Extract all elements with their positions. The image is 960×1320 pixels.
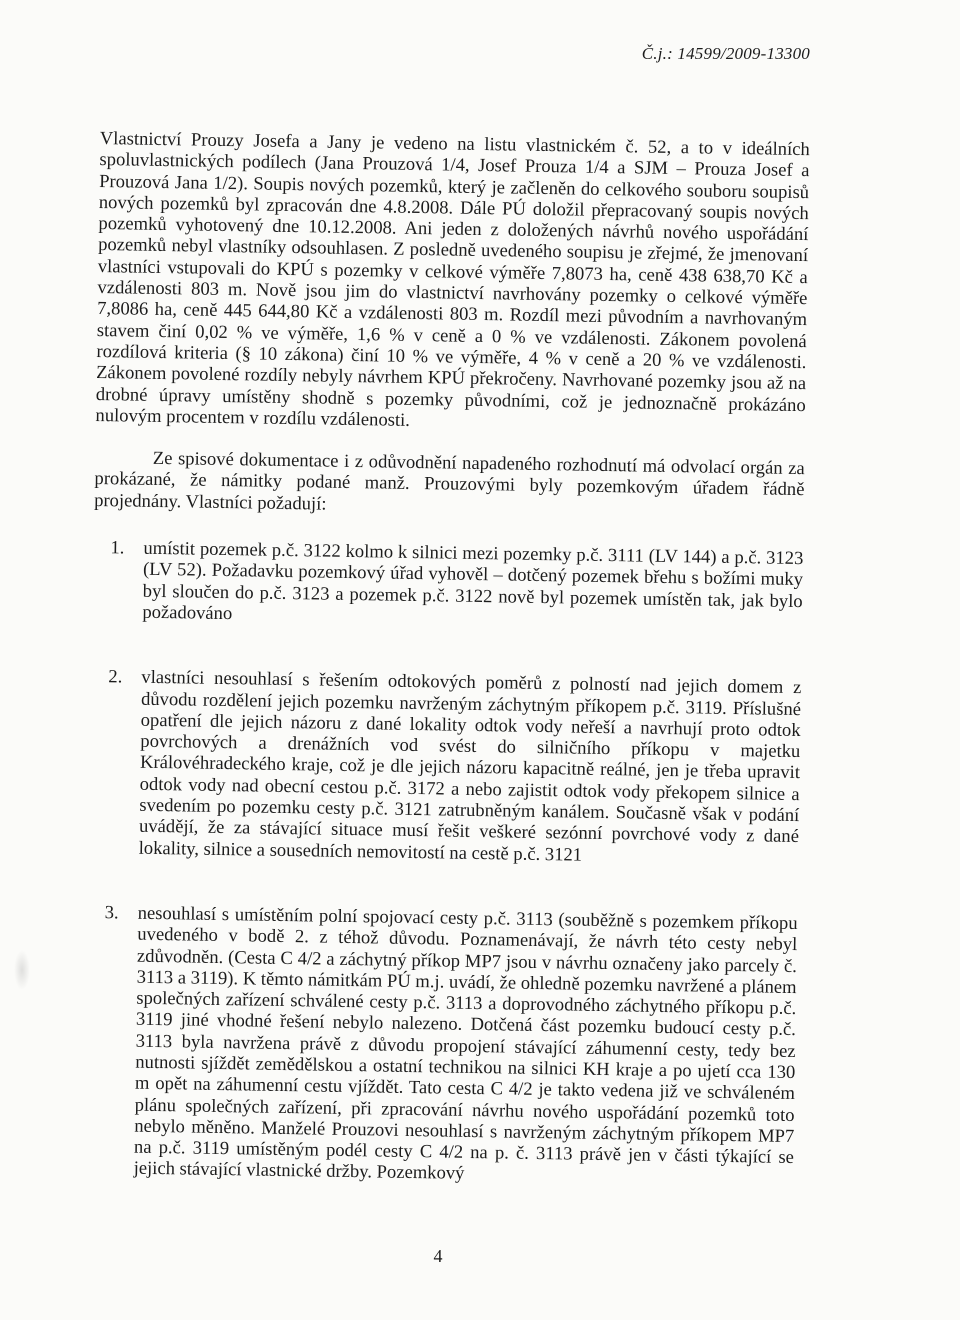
list-item (83, 902, 797, 1190)
reference-number: Č.j.: 14599/2009-13300 (641, 44, 810, 63)
paragraph-objections-intro: Ze spisové dokumentace i z odůvodnění napadeného rozhodnutí má odvolací orgán za prokázané, že námitky podané manž. Prouzovými byly pozemkovým úřadem řádně projednány. Vlastníci požadují: (93, 448, 805, 515)
list-item-text: vlastníci nesouhlasí s řešením odtokových poměrů z polností nad jejich domem z důvodu rozdělení jejich pozemku navrženým záchytným příkopem p.č. 3119. Příslušné opatření dle jejich názoru z dané lokality odtok vody neřeší a navrhují proto odtok povrchových a drenážních vod svést do silničního příkopu v majetku Královéhradeckého kraje, což je dle jejich názoru kapacitně reálné, jen je třeba upravit odtok vody nad obecní cestou p.č. 3172 a nebo zajistit odtok vody překopem silnice a svedením po pozemku cesty p.č. 3121 zatrubněným kanálem. Současně však v podání uvádějí, že za stávající situace musí řešit veškeré sezónní povrchové vody z dané lokality, silnice a sousedních nemovitostí na cestě p.č. 3121 (138, 666, 802, 866)
page-number: 4 (433, 1246, 443, 1266)
list-item (92, 537, 803, 633)
list-item-text: nesouhlasí s umístěním polní spojovací cesty p.č. 3113 (souběžně s pozemkem příkopu uvedeného v bodě 2. z téhož důvodu. Poznamenávají, že návrh této cesty nebyl zdůvodněn. (Cesta C 4/2 a záchytný příkop MP7 jsou v návrhu označeny jako parcely č. 3113 a 3119). K těmto námitkám PÚ m.j. uvádí, že ohledně pozemku navržené a plánem společných zařízení schválené cesty p.č. 3113 a doprovodného záchytného příkopu p.č. 3119 jiné vhodné řešení nebylo nalezeno. Dotčená část pozemku budoucí cesty p.č. 3113 byla navržena právě z důvodu propojení stávající záhumenní cesty, tedy bez nutnosti sjíždět zemědělskou a ostatní technikou na silnici KH kraje a po ujetí cca 130 m opět na záhumenní cestu vjíždět. Tato cesta C 4/2 je takto vedena již ve schváleném plánu společných zařízení, při zpracování návrhu nového uspořádání pozemků toto nebylo měněno. Manželé Prouzovi nesouhlasí s navrženým záchytným příkopem MP7 na p.č. 3119 umístěným podél cesty C 4/2 na p. č. 3113 právě jen v části týkající se jejich stávající vlastnické držby. Pozemkový (133, 902, 798, 1185)
list-item-number: 1. (110, 537, 125, 559)
paragraph-ownership: Vlastnictví Prouzy Josefa a Jany je vedeno na listu vlastnickém č. 52, a to v ideálních spoluvlastnických podílech (Jana Prouzová 1/4, Josef Prouza 1/4 a SJM – Prouza Josef a Prouzová Jana 1/2). Soupis nových pozemků, který je začleněn do celkového souboru soupisů nových pozemků byl zpracován dne 4.8.2008. Dále PÚ doložil přepracovaný soupis nových pozemků vyhotovený dne 10.12.2008. Ani jeden z doložených návrhů nového uspořádání pozemků nebyl vlastníky odsouhlasen. Z posledně uvedeného soupisu je zřejmé, že jmenovaní vlastníci vstupovali do KPÚ s pozemky v celkové výměře 7,8073 ha, ceně 438 638,70 Kč a vzdálenosti 803 m. Nově jsou jim do vlastnictví navrhovány pozemky o celkové výměře 7,8086 ha, ceně 445 644,80 Kč a vzdálenosti 803 m. Rozdíl mezi původním a navrhovaným stavem činí 0,02 % ve výměře, 1,6 % v ceně a 0 % ve vzdálenosti. Zákonem povolená rozdílová kriteria (§ 10 zákona) činí 10 % ve výměře, 4 % v ceně a 20 % ve vzdálenosti. Zákonem povolené rozdíly nebyly návrhem KPÚ překročeny. Navrhované pozemky jsou až na drobné úpravy umístěny shodně s pozemky původními, což je jednoznačně prokázáno nulovým procentem v rozdílu vzdálenosti. (95, 128, 810, 431)
requirements-list (83, 537, 803, 1190)
document-body (83, 128, 810, 1234)
scan-smudge (14, 950, 30, 990)
list-item (89, 666, 802, 869)
list-item-number: 3. (104, 902, 119, 924)
list-item-number: 2. (108, 666, 123, 688)
list-item-text: umístit pozemek p.č. 3122 kolmo k silnici mezi pozemky p.č. 3111 (LV 144) a p.č. 3123 (LV 52). Požadavku pozemkový úřad vyhověl – dotčený pozemek břehu s božími muky byl sloučen do p.č. 3123 a pozemek p.č. 3122 nově byl pozemek umístěn tak, jak bylo požadováno (142, 537, 804, 625)
